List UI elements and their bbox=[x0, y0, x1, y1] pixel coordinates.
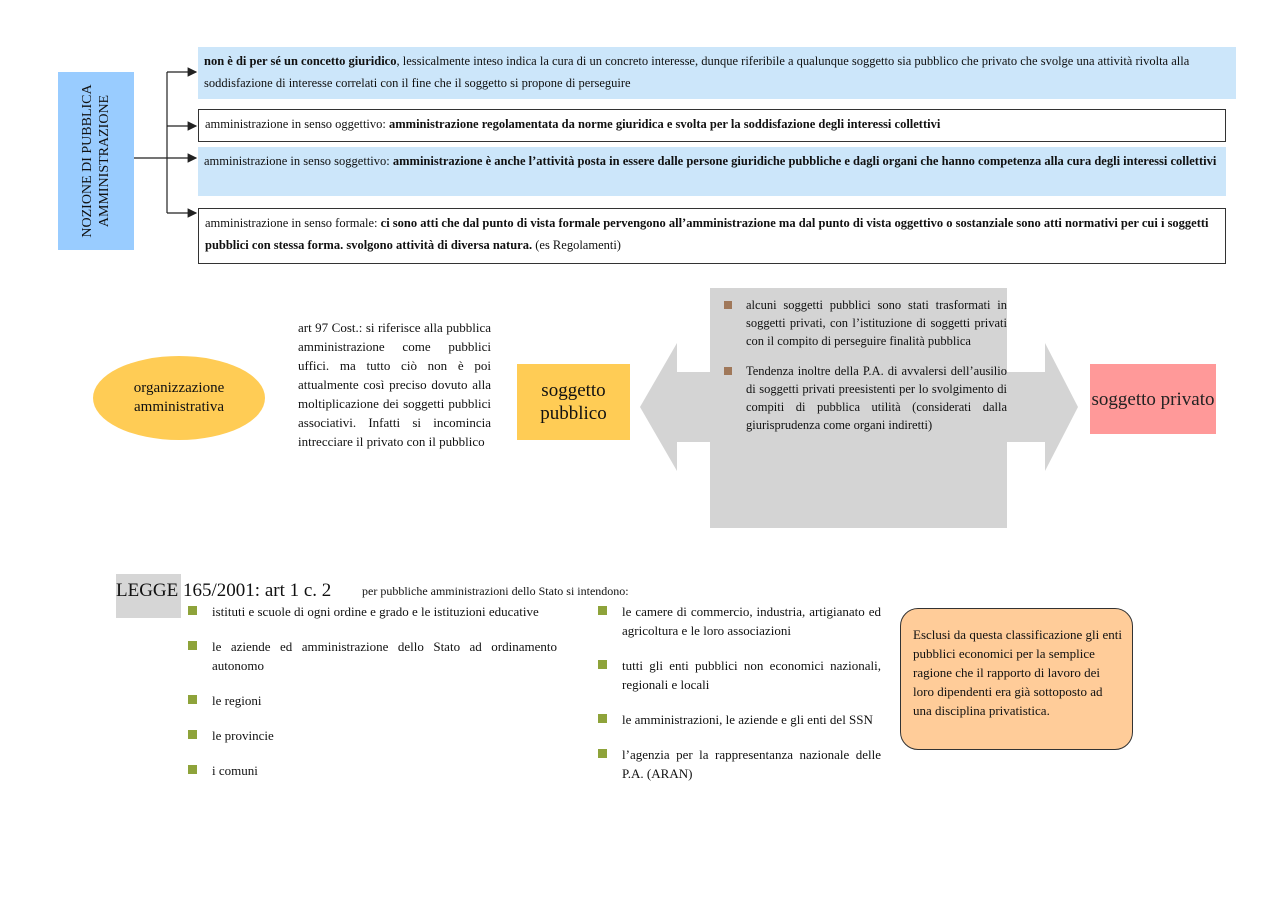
definition-concetto-text: , lessicalmente inteso indica la cura di un concreto interesse, dunque riferibile a qualunque soggetto sia pubblico che privato che svolge una attività rivolta alla soddisfazione di interesse correlati con il fine che il soggetto si propone di perseguire bbox=[204, 54, 1190, 90]
nozione-label bbox=[58, 72, 134, 250]
organizzazione-label: organizzazione amministrativa bbox=[133, 380, 225, 415]
soggetto-privato-label: soggetto privato bbox=[1091, 388, 1215, 410]
nozione-label-line2: AMMINISTRAZIONE bbox=[97, 94, 112, 228]
organizzazione-ellipse bbox=[93, 356, 265, 440]
definition-formale-tail: (es Regolamenti) bbox=[532, 238, 621, 252]
list-item: le aziende ed amministrazione dello Stato ad ordinamento autonomo bbox=[212, 639, 557, 673]
legge-list-col2 bbox=[622, 602, 881, 799]
list-item: le provincie bbox=[212, 726, 557, 745]
list-item: le regioni bbox=[212, 691, 557, 710]
definition-formale-lead: amministrazione in senso formale: bbox=[205, 216, 381, 230]
soggetto-pubblico-box bbox=[517, 364, 630, 440]
list-item: tutti gli enti pubblici non economici nazionali, regionali e locali bbox=[622, 658, 881, 692]
esclusi-note: Esclusi da questa classificazione gli enti pubblici economici per la semplice ragione che il rapporto di lavoro dei loro dipendenti era già sottoposto ad una disciplina privatistica. bbox=[900, 608, 1133, 750]
grey-note-item: Tendenza inoltre della P.A. di avvalersi dell’ausilio di soggetti privati preesistenti per lo svolgimento di compiti di pubblica utilità (considerati dalla giurisprudenza come organi indiretti) bbox=[746, 364, 1007, 432]
legge-title-main: LEGGE 165/2001: art 1 c. 2 bbox=[116, 580, 332, 601]
definition-oggettivo-bold: amministrazione regolamentata da norme giuridica e svolta per la soddisfazione degli interessi collettivi bbox=[389, 117, 941, 131]
definition-formale bbox=[198, 208, 1226, 264]
soggetto-pubblico-label: soggetto pubblico bbox=[540, 380, 607, 424]
soggetto-privato-box bbox=[1090, 364, 1216, 434]
list-item: le amministrazioni, le aziende e gli enti del SSN bbox=[622, 710, 881, 729]
legge-list-col1 bbox=[212, 602, 557, 796]
definition-formale-bold: ci sono atti che dal punto di vista formale pervengono all’amministrazione ma dal punto di vista oggettivo o sostanziale sono atti normativi per cui i soggetti pubblici con stessa forma. svolgono attività di diversa natura. bbox=[205, 216, 1209, 252]
definition-oggettivo-lead: amministrazione in senso oggettivo: bbox=[205, 117, 389, 131]
list-item: le camere di commercio, industria, artigianato ed agricoltura e le loro associazioni bbox=[622, 604, 881, 638]
art97-text: art 97 Cost.: si riferisce alla pubblica amministrazione come pubblici uffici. ma tutto ciò non è poi attualmente così preciso dovuto alla moltiplicazione dei soggetti pubblici associativi. Infatti si incomincia intrecciare il privato con il pubblico bbox=[298, 320, 491, 449]
definition-soggettivo-lead: amministrazione in senso soggettivo: bbox=[204, 154, 393, 168]
legge-title-sub: per pubbliche amministrazioni dello Stato si intendono: bbox=[362, 584, 629, 598]
list-item: l’agenzia per la rappresentanza nazionale delle P.A. (ARAN) bbox=[622, 747, 881, 781]
definition-soggettivo bbox=[198, 147, 1226, 196]
grey-note-item: alcuni soggetti pubblici sono stati trasformati in soggetti privati, con l’istituzione di soggetti privati con il compito di perseguire finalità pubblica bbox=[746, 298, 1007, 348]
definition-concetto bbox=[198, 47, 1236, 99]
list-item: istituti e scuole di ogni ordine e grado e le istituzioni educative bbox=[212, 602, 557, 621]
nozione-label-line1: NOZIONE DI PUBBLICA bbox=[80, 84, 95, 238]
list-item: i comuni bbox=[212, 761, 557, 780]
definition-soggettivo-bold: amministrazione è anche l’attività posta in essere dalle persone giuridiche pubbliche e dagli organi che hanno competenza alla cura degli interessi collettivi bbox=[392, 154, 1217, 168]
definition-concetto-bold: non è di per sé un concetto giuridico bbox=[204, 54, 397, 68]
grey-notes-box bbox=[710, 288, 1007, 528]
definition-oggettivo bbox=[198, 109, 1226, 142]
